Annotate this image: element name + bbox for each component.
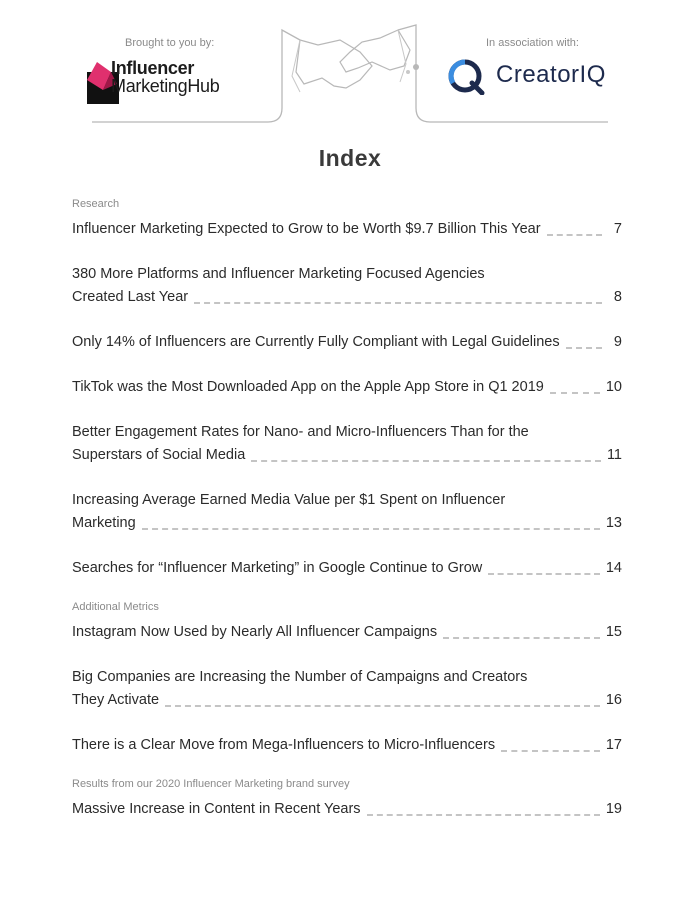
dotted-leader [501, 749, 600, 752]
page-title: Index [318, 145, 382, 171]
creatoriq-wordmark: CreatorIQ [496, 61, 606, 88]
toc-page-number: 17 [605, 737, 622, 753]
dotted-leader [547, 233, 602, 236]
toc-entry[interactable] [72, 489, 622, 535]
toc-page-number: 13 [605, 515, 622, 531]
toc-entry[interactable] [72, 557, 622, 580]
brought-by-caption: Brought to you by: [125, 37, 215, 49]
toc-entry-title: Searches for “Influencer Marketing” in Google Continue to Grow [72, 560, 483, 576]
creatoriq-logo-icon [448, 57, 486, 95]
toc-entry-title: Better Engagement Rates for Nano- and Micro-Influencers Than for the [72, 424, 529, 440]
influencer-marketing-hub-logo [87, 58, 267, 106]
toc-page-number: 15 [605, 624, 622, 640]
toc-entry-title: Influencer Marketing Expected to Grow to be Worth $9.7 Billion This Year [72, 221, 541, 237]
dotted-leader [443, 636, 600, 639]
toc-entry-title-cont: Created Last Year [72, 289, 189, 305]
header [0, 0, 700, 135]
dotted-leader [251, 459, 601, 462]
toc-entry[interactable] [72, 621, 622, 644]
toc-page-number: 11 [606, 447, 622, 463]
toc-entry[interactable] [72, 331, 622, 354]
toc-page-number: 10 [605, 379, 622, 395]
toc-entry-title: There is a Clear Move from Mega-Influencers to Micro-Influencers [72, 737, 496, 753]
association-caption: In association with: [486, 37, 579, 49]
toc-entry-title-cont: They Activate [72, 692, 160, 708]
logo-line2: MarketingHub [111, 76, 220, 96]
section-label-research: Research [72, 198, 120, 210]
toc-entry-title-cont: Superstars of Social Media [72, 447, 246, 463]
toc-page-number: 14 [605, 560, 622, 576]
toc-page-number: 16 [605, 692, 622, 708]
table-of-contents [72, 198, 622, 821]
toc-entry-title: Instagram Now Used by Nearly All Influencer Campaigns [72, 624, 438, 640]
dotted-leader [165, 704, 600, 707]
section-label-survey-results: Results from our 2020 Influencer Marketing brand survey [72, 778, 350, 790]
toc-entry[interactable] [72, 218, 622, 241]
dotted-leader [194, 301, 602, 304]
dotted-leader [566, 346, 602, 349]
toc-entry-title: TikTok was the Most Downloaded App on the Apple App Store in Q1 2019 [72, 379, 544, 395]
dotted-leader [142, 527, 600, 530]
dotted-leader [488, 572, 600, 575]
toc-entry[interactable] [72, 734, 622, 757]
logo-line1: Influencer [111, 58, 195, 78]
toc-entry[interactable] [72, 421, 622, 467]
toc-entry[interactable] [72, 376, 622, 399]
toc-page-number: 9 [613, 334, 622, 350]
dotted-leader [550, 391, 600, 394]
section-label-additional-metrics: Additional Metrics [72, 601, 159, 613]
toc-entry-title: Massive Increase in Content in Recent Years [72, 801, 361, 817]
toc-entry-title: Increasing Average Earned Media Value per $1 Spent on Influencer [72, 492, 506, 508]
toc-entry[interactable] [72, 798, 622, 821]
toc-entry[interactable] [72, 263, 622, 309]
dotted-leader [367, 813, 600, 816]
toc-entry-title-cont: Marketing [72, 515, 136, 531]
toc-entry[interactable] [72, 666, 622, 712]
toc-entry-title: 380 More Platforms and Influencer Marketing Focused Agencies [72, 266, 485, 282]
toc-page-number: 8 [613, 289, 622, 305]
toc-page-number: 19 [605, 801, 622, 817]
toc-page-number: 7 [613, 221, 622, 237]
toc-entry-title: Only 14% of Influencers are Currently Fully Compliant with Legal Guidelines [72, 334, 560, 350]
toc-entry-title: Big Companies are Increasing the Number of Campaigns and Creators [72, 669, 528, 685]
creatoriq-logo [448, 55, 618, 97]
